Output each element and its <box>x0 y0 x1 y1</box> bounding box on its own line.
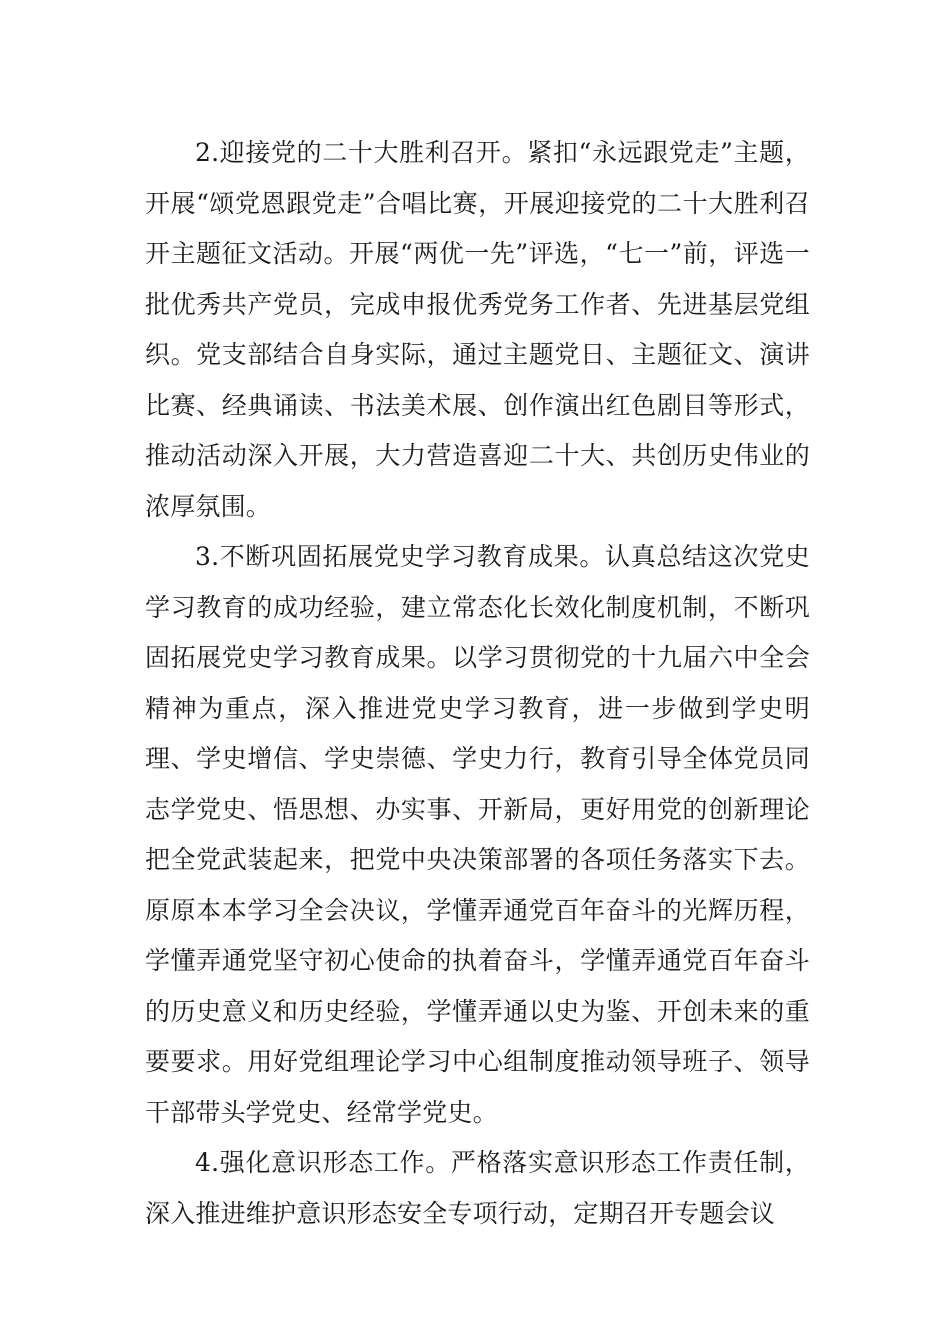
paragraph-3-party-history-education: 3.不断巩固拓展党史学习教育成果。认真总结这次党史学习教育的成功经验，建立常态化长效化制度机制，不断巩固拓展党史学习教育成果。以学习贯彻党的十九届六中全会精神为重点，深入推进党史学习教育，进一步做到学史明理、学史增信、学史崇德、学史力行，教育引导全体党员同志学党史、悟思想、办实事、开新局，更好用党的创新理论把全党武装起来，把党中央决策部署的各项任务落实下去。原原本本学习全会决议，学懂弄通党百年奋斗的光辉历程，学懂弄通党坚守初心使命的执着奋斗，学懂弄通党百年奋斗的历史意义和历史经验，学懂弄通以史为鉴、开创未来的重要要求。用好党组理论学习中心组制度推动领导班子、领导干部带头学党史、经常学党史。 <box>145 542 810 1127</box>
paragraph-2-celebrate-congress: 2.迎接党的二十大胜利召开。紧扣“永远跟党走”主题，开展“颂党恩跟党走”合唱比赛，开展迎接党的二十大胜利召开主题征文活动。开展“两优一先”评选，“七一”前，评选一批优秀共产党员，完成申报优秀党务工作者、先进基层党组织。党支部结合自身实际，通过主题党日、主题征文、演讲比赛、经典诵读、书法美术展、创作演出红色剧目等形式，推动活动深入开展，大力营造喜迎二十大、共创历史伟业的浓厚氛围。 <box>145 138 810 521</box>
paragraph-4-ideology-work: 4.强化意识形态工作。严格落实意识形态工作责任制，深入推进维护意识形态安全专项行动，定期召开专题会议 <box>145 1148 810 1228</box>
document-body <box>145 128 810 1239</box>
